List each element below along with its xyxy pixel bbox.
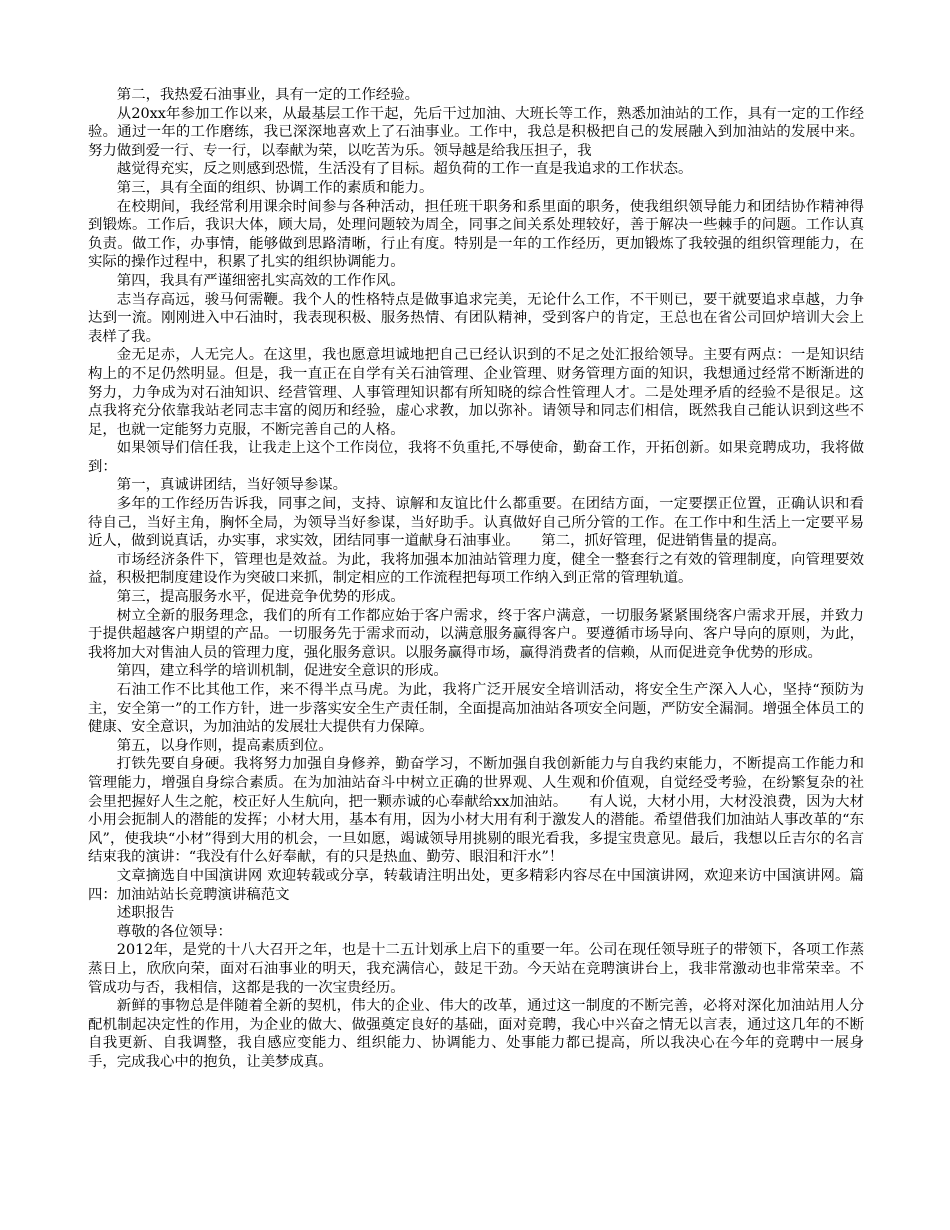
paragraph: 第五，以身作则，提高素质到位。	[116, 737, 333, 754]
paragraph: 树立全新的服务理念，我们的所有工作都应始于客户需求，终于客户满意，一切服务紧紧围绕客户需求开展，并致力于提供超越客户期望的产品。一切服务先于需求而动，以满意服务赢得客户。要遵循市场导向、客户导向的原则，为此，我将加大对售油人员的管理力度，强化服务意识。以服务赢得市场，赢得消费者的信赖，从而促进竞争优势的形成。	[88, 607, 864, 661]
paragraph: 尊敬的各位领导：	[116, 923, 232, 940]
paragraph: 多年的工作经历告诉我，同事之间，支持、谅解和友谊比什么都重要。在团结方面，一定要摆正位置，正确认识和看待自己，当好主角，胸怀全局，为领导当好参谋，当好助手。认真做好自己所分管的工作。在工作中和生活上一定要平易近人，做到说真话，办实事，求实效，团结同事一道献身石油事业。 第二，抓好管理，促进销售量的提高。	[88, 496, 864, 550]
paragraph: 如果领导们信任我，让我走上这个工作岗位，我将不负重托,不辱使命，勤奋工作，开拓创新。如果竞聘成功，我将做到：	[88, 440, 864, 475]
paragraph: 石油工作不比其他工作，来不得半点马虎。为此，我将广泛开展安全培训活动，将安全生产深入人心，坚持“预防为主，安全第一”的工作方针，进一步落实安全生产责任制，全面提高加油站各项安全问题，严防安全漏洞。增强全体员工的健康、安全意识，为加油站的发展壮大提供有力保障。	[88, 682, 864, 736]
paragraph: 从20xx年参加工作以来，从最基层工作干起，先后干过加油、大班长等工作，熟悉加油站的工作，具有一定的工作经验。通过一年的工作磨练，我已深深地喜欢上了石油事业。工作中，我总是积极把自己的发展融入到加油站的发展中来。努力做到爱一行、专一行，以奉献为荣，以吃苦为乐。领导越是给我压担子，我	[88, 105, 864, 159]
paragraph: 第一，真诚讲团结，当好领导参谋。	[116, 477, 348, 494]
paragraph: 述职报告	[116, 905, 175, 922]
paragraph: 在校期间，我经常利用课余时间参与各种活动，担任班干职务和系里面的职务，使我组织领导能力和团结协作精神得到锻炼。工作后，我识大体，顾大局，处理问题较为周全，同事之间关系处理较好，善于解决一些棘手的问题。工作认真负责。做工作，办事情，能够做到思路清晰，行止有度。特别是一年的工作经历，更加锻炼了我较强的组织管理能力，在实际的操作过程中，积累了扎实的组织协调能力。	[88, 198, 864, 271]
paragraph: 第二，我热爱石油事业，具有一定的工作经验。	[116, 87, 420, 103]
paragraph: 新鲜的事物总是伴随着全新的契机，伟大的企业、伟大的改革，通过这一制度的不断完善，必将对深化加油站用人分配机制起决定性的作用，为企业的做大、做强奠定良好的基础，面对竞聘，我心中兴奋之情无以言表，通过这几年的不断自我更新、自我调整，我自感应变能力、组织能力、协调能力、处事能力都已提高，所以我决心在今年的竞聘中一展身手，完成我心中的抱负，让美梦成真。	[88, 998, 864, 1070]
paragraph: 市场经济条件下，管理也是效益。为此，我将加强本加油站管理力度，健全一整套行之有效的管理制度，向管理要效益，积极把制度建设作为突破口来抓，制定相应的工作流程把每项工作纳入到正常的管理轨道。	[88, 551, 864, 587]
paragraph: 打铁先要自身硬。我将努力加强自身修养，勤奋学习，不断加强自我创新能力与自我约束能力，不断提高工作能力和管理能力，增强自身综合素质。在为加油站奋斗中树立正确的世界观、人生观和价值观，自觉经受考验，在纷繁复杂的社会里把握好人生之舵，校正好人生航向，把一颗赤诚的心奉献给xx加油站。 有人说，大材小用，大材没浪费，因为大材小用会扼制人的潜能的发挥；小材大用，基本有用，因为小材大用有利于激发人的潜能。希望借我们加油站人事改革的“东风”，使我块“小材”得到大用的机会，一旦如愿，竭诚领导用挑剔的眼光看我，多提宝贵意见。最后，我想以丘吉尔的名言结束我的演讲：“我没有什么好奉献，有的只是热血、勤劳、眼泪和汗水”！	[88, 756, 864, 866]
paragraph: 第四，我具有严谨细密扎实高效的工作作风。	[116, 272, 405, 289]
paragraph: 2012年，是党的十八大召开之年，也是十二五计划承上启下的重要一年。公司在现任领导班子的带领下，各项工作蒸蒸日上，欣欣向荣，面对石油事业的明天，我充满信心，鼓足干劲。今天站在竞聘演讲台上，我非常激动也非常荣幸。不管成功与否，我相信，这都是我的一次宝贵经历。	[88, 942, 864, 996]
paragraph: 金无足赤，人无完人。在这里，我也愿意坦诚地把自己已经认识到的不足之处汇报给领导。主要有两点：一是知识结构上的不足仍然明显。但是，我一直正在自学有关石油管理、企业管理、财务管理方面的知识，我想通过经常不断渐进的努力，力争成为对石油知识、经营管理、人事管理知识都有所知晓的综合性管理人才。二是处理矛盾的经验不是很足。这点我将充分依靠我站老同志丰富的阅历和经验，虚心求教，加以弥补。请领导和同志们相信，既然我自己能认识到这些不足，也就一定能努力克服，不断完善自己的人格。	[88, 347, 864, 438]
paragraph: 文章摘选自中国演讲网 欢迎转载或分享，转载请注明出处，更多精彩内容尽在中国演讲网，欢迎来访中国演讲网。篇四：加油站站长竞聘演讲稿范文	[88, 867, 864, 903]
paragraph: 越觉得充实，反之则感到恐慌，生活没有了目标。超负荷的工作一直是我追求的工作状态。	[116, 161, 693, 178]
paragraph: 第三，具有全面的组织、协调工作的素质和能力。	[116, 179, 434, 196]
paragraph: 志当存高远，骏马何需鞭。我个人的性格特点是做事追求完美，无论什么工作，不干则已，要干就要追求卓越，力争达到一流。刚刚进入中石油时，我表现积极、服务热情、有团队精神，受到客户的肯定，王总也在省公司回炉培训大会上表样了我。	[88, 291, 864, 345]
paragraph: 第三，提高服务水平，促进竞争优势的形成。	[116, 589, 405, 606]
paragraph: 第四，建立科学的培训机制，促进安全意识的形成。	[116, 663, 448, 680]
